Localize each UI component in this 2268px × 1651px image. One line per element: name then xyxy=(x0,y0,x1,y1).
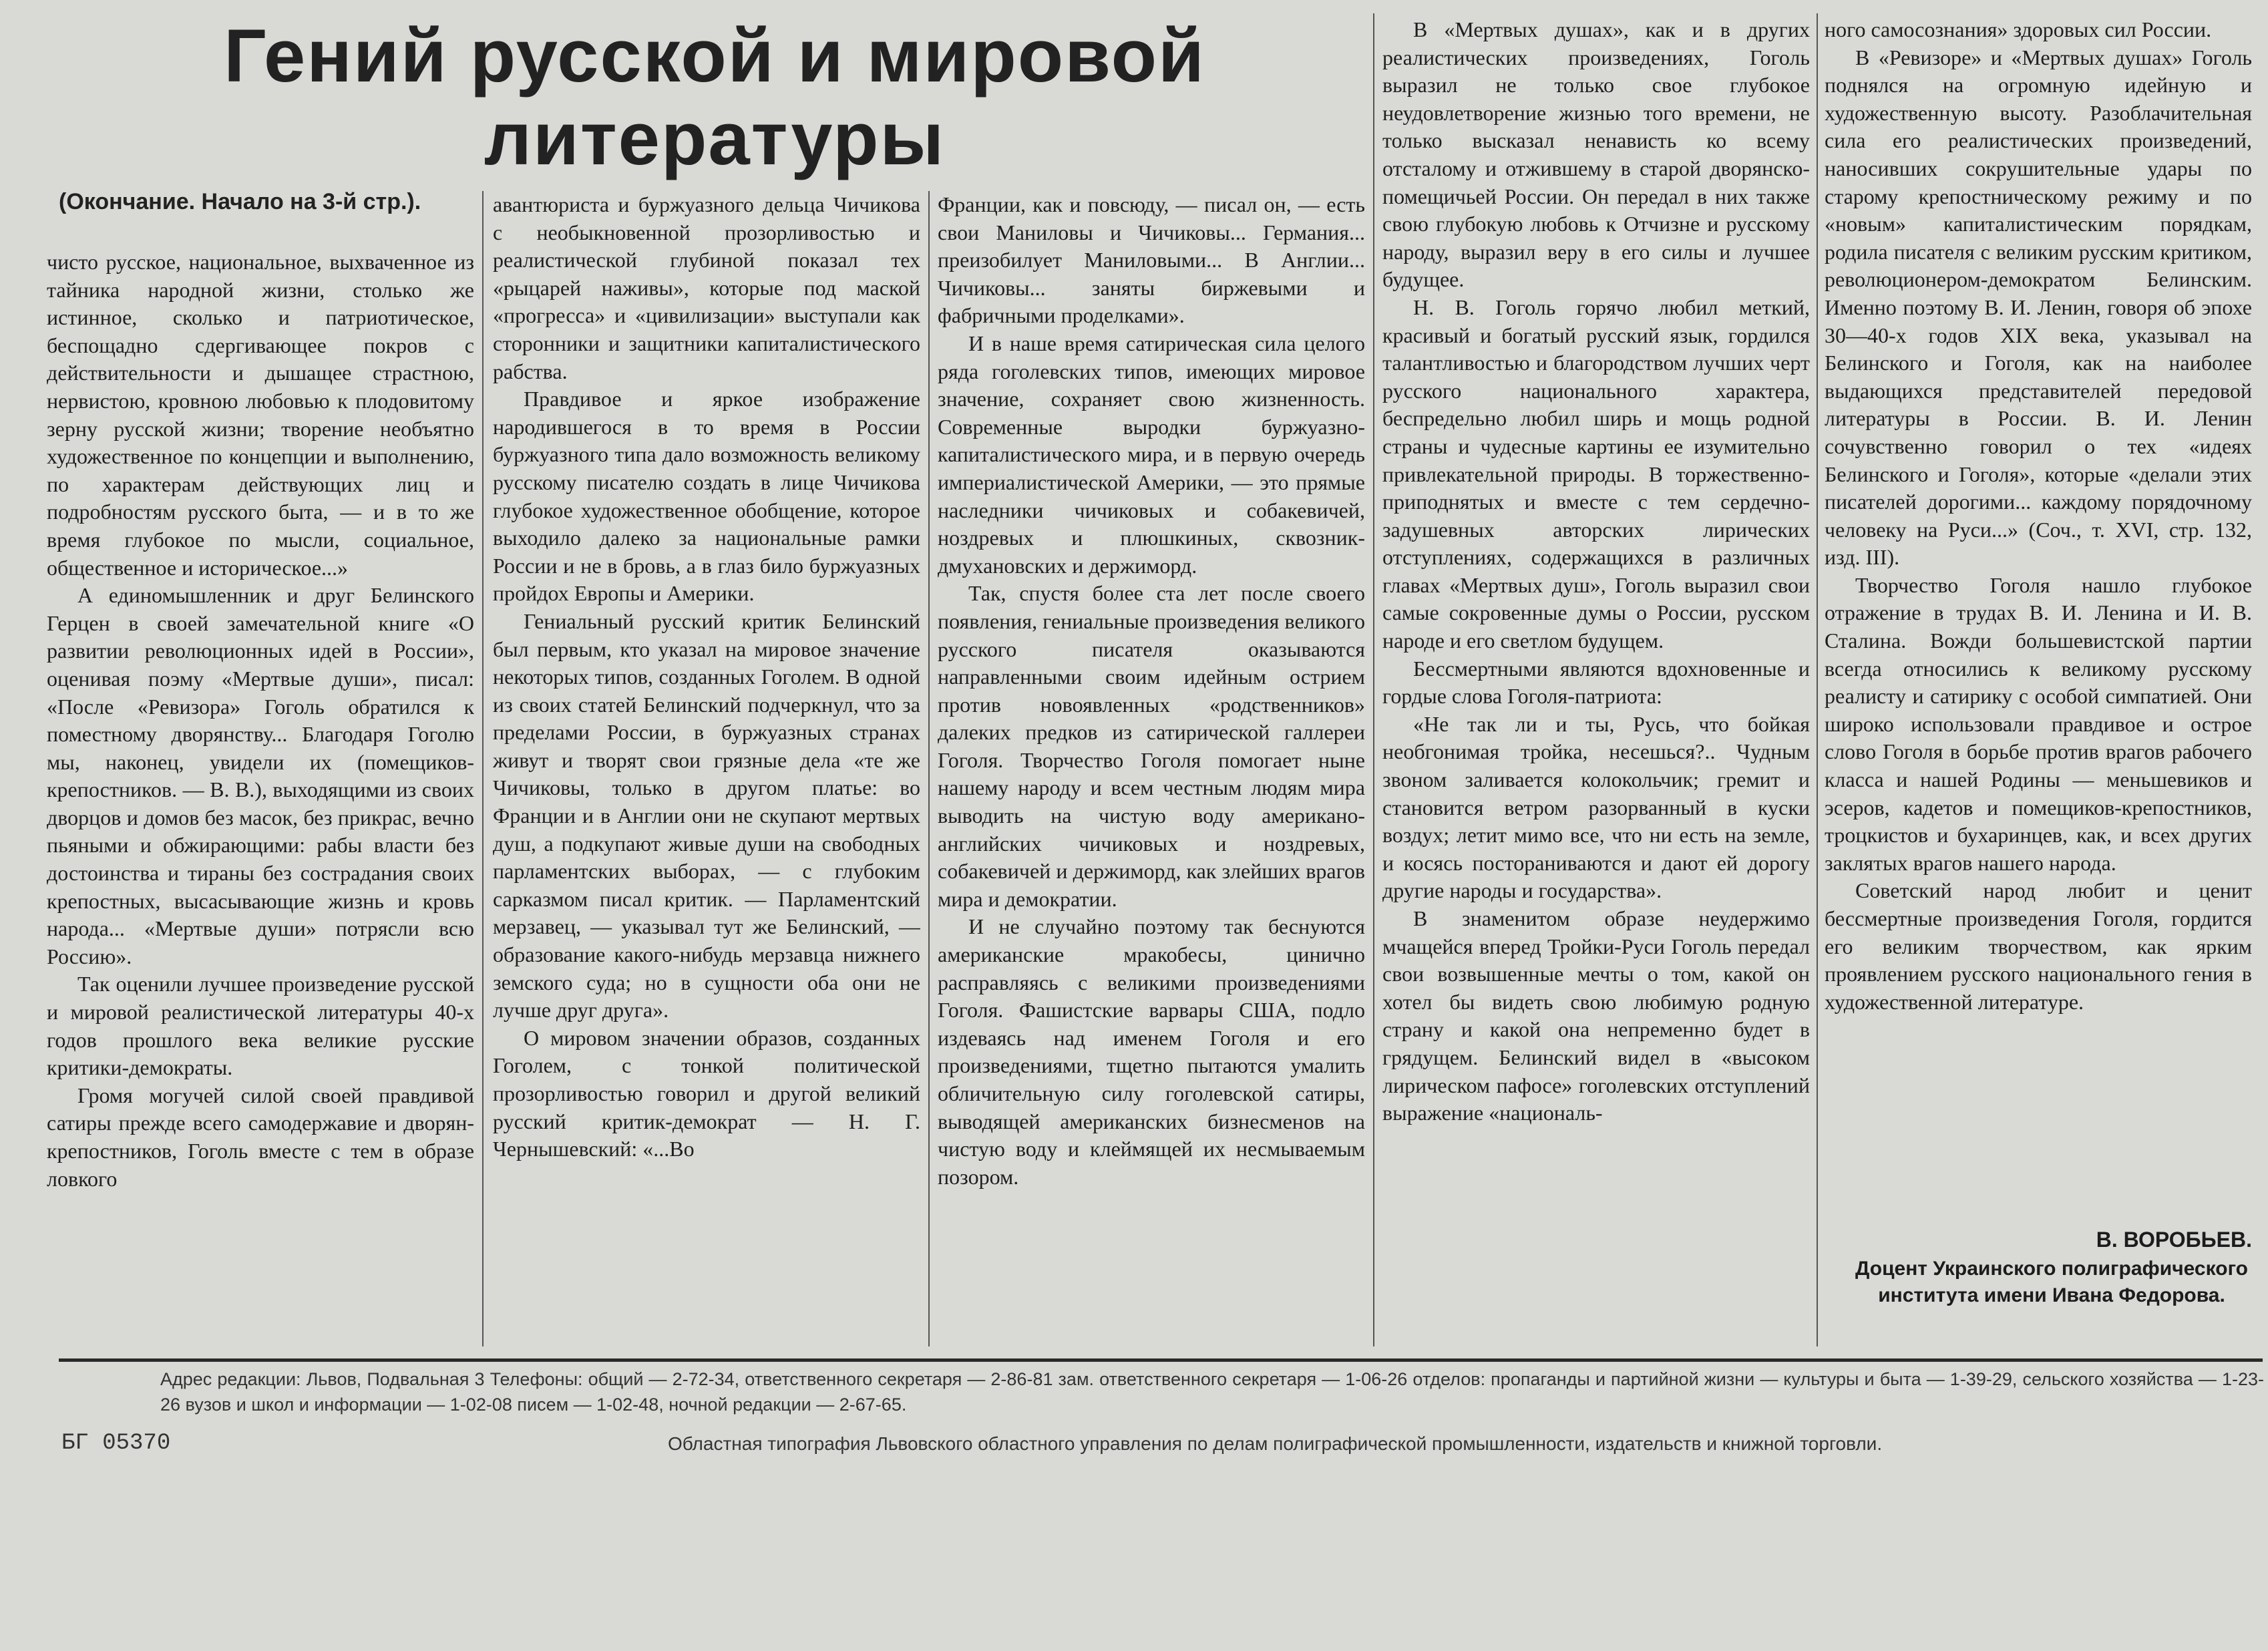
article-column-2 xyxy=(493,191,920,1346)
paragraph: Творчество Гоголя нашло глубокое отражение в трудах В. И. Ленина и И. В. Сталина. Вожди большевистской партии всегда относились к великому русскому реалисту и сатирику с особой симпатией. Они широко использовали правдивое и острое слово Гоголя в борьбе против врагов рабочего класса и нашей Родины — меньшевиков и эсеров, кадетов и помещиков-крепостников, троцкистов и бухаринцев, как, и всех других заклятых врагов нашего народа. xyxy=(1825,572,2252,875)
column-divider xyxy=(928,191,930,1346)
author-name: В. ВОРОБЬЕВ. xyxy=(2096,1228,2252,1252)
headline-line-2: литературы xyxy=(484,97,946,180)
article-column-1 xyxy=(47,248,474,1357)
footer-rule xyxy=(59,1358,2263,1362)
quote-paragraph: «Не так ли и ты, Русь, что бойкая необгонимая тройка, несешься?.. Чудным звоном заливается колокольчик; гремит и становится ветром разорванный в куски воздух; летит мимо все, что ни есть на земле, и косясь постораниваются и дают ей дорогу другие народы и государства». xyxy=(1382,711,1810,903)
paragraph: В «Мертвых душах», как и в других реалистических произведениях, Гоголь выразил не только свое глубокое неудовлетворение жизнью того времени, не только высказал ненависть ко всему отсталому и отжившему в старой дворянско-помещичьей России. Он передал в них также свою глубокую любовь к Отчизне и русскому народу, выразил веру в его силы и лучшее будущее. xyxy=(1382,17,1810,292)
editorial-address: Адрес редакции: Львов, Подвальная 3 Телефоны: общий — 2-72-34, ответственного секретаря — 2-86-81 зам. ответственного секретаря — 1-06-26 отделов: пропаганды и партийной жизни — культуры и быта — 1-39-29, сельского хозяйства — 1-23-26 вузов и школ и информации — 1-02-08 писем — 1-02-48, ночной редакции — 2-67-65. xyxy=(160,1369,2264,1415)
paragraph: Н. В. Гоголь горячо любил меткий, красивый и богатый русский язык, гордился талантливостью и благородством лучших черт русского национального характера, беспредельно любил ширь и мощь родной страны и чудесные картины ее изумительно привлекательной природы. В торжественно-приподнятых и вместе с тем сердечно-задушевных авторских лирических отступлениях, содержащихся в различных главах «Мертвых душ», Гоголь выразил свои самые сокровенные думы о России, русском народе и его светлом будущем. xyxy=(1382,295,1810,653)
paragraph: чисто русское, национальное, выхваченное из тайника народной жизни, столько же истинное, сколько и патриотическое, беспощадно сдергивающее покров с действительности и дышащее страстною, нервистою, кровною любовью к плодовитому зерну русской жизни; творение необъятно художественное по концепции и выполнению, по характерам действующих лиц и подробностям русского быта, — и в то же время глубокое по мысли, социальное, общественное и историческое...» xyxy=(47,250,474,580)
paragraph: А единомышленник и друг Белинского Герцен в своей замечательной книге «О развитии революционных идей в России», оценивая поэму «Мертвые души», писал: «После «Ревизора» Гоголь обратился к поместному дворянству... Благодаря Гоголю мы, наконец, увидели их (помещиков-крепостников. — В. В.), выходящими из своих дворцов и домов без масок, без прикрас, вечно пьяными и обжирающими: рабы власти без достоинства и тираны без сострадания своих крепостных, высасывающие жизнь и кровь народа... «Мертвые души» потрясли всю Россию». xyxy=(47,583,474,968)
paragraph: И не случайно поэтому так беснуются американские мракобесы, цинично расправляясь с великими произведениями Гоголя. Фашистские варвары США, подло издеваясь над именем Гоголя и его произведениями, тщетно пытаются умалить обличительную силу гоголевской сатиры, выводящей американских бизнесменов на чистую воду и клеймящей их несмываемым позором. xyxy=(938,914,1365,1189)
paragraph: Так, спустя более ста лет после своего появления, гениальные произведения великого русского писателя оказываются направленными своим идейным острием против новоявленных «родственников» далеких предков из сатирической галлереи Гоголя. Творчество Гоголя помогает ныне нашему народу и всем честным людям мира выводить на чистую воду американо-английских чичиковых и ноздревых, собакевичей и держиморд, как злейших врагов мира и демократии. xyxy=(938,581,1365,911)
paragraph: Громя могучей силой своей правдивой сатиры прежде всего самодержавие и дворян-крепостников, Гоголь вместе с тем в образе ловкого xyxy=(47,1083,474,1191)
issue-code: БГ 05370 xyxy=(61,1431,171,1456)
paragraph: В «Ревизоре» и «Мертвых душах» Гоголь поднялся на огромную идейную и художественную высоту. Разоблачительная сила его реалистических произведений, наносивших сокрушительные удары по старому крепостническому режиму и по «новым» капиталистическим порядкам, родила писателя с великим русским критиком, революционером-демократом Белинским. Именно поэтому В. И. Ленин, говоря об эпохе 30—40-х годов XIX века, указывал на Белинского и Гоголя, как на наиболее выдающихся представителей передовой литературы в России. В. И. Ленин сочувственно говорил о тех «идеях Белинского и Гоголя», которые «делали этих писателей дорогими... каждому порядочному человеку на Руси...» (Соч., т. XVI, стр. 132, изд. III). xyxy=(1825,45,2252,570)
author-title: Доцент Украинского полиграфического института имени Ивана Федорова. xyxy=(1855,1258,2248,1306)
continuation-note: (Окончание. Начало на 3-й стр.). xyxy=(59,189,421,214)
paragraph: Правдивое и яркое изображение народившегося в то время в России буржуазного типа дало возможность великому русскому писателю создать в лице Чичикова глубокое художественное обобщение, которое выходило далеко за национальные рамки России и не в бровь, а в глаз било буржуазных пройдох Европы и Америки. xyxy=(493,387,920,606)
printer-imprint: Областная типография Львовского областного управления по делам полиграфической промышленности, издательств и книжной торговли. xyxy=(668,1433,1883,1454)
paragraph: И в наше время сатирическая сила целого ряда гоголевских типов, имеющих мировое значение, сохраняет свою жизненность. Современные выродки буржуазно-капиталистического мира, и в первую очередь империалистической Америки, — это прямые наследники чичиковых и собакевичей, ноздревых и плюшкиных, сквозник-дмухановских и держиморд. xyxy=(938,331,1365,578)
column-divider xyxy=(1817,13,1818,1346)
article-column-4 xyxy=(1382,16,1810,1345)
paragraph: Франции, как и повсюду, — писал он, — есть свои Маниловы и Чичиковы... Германия... преизобилует Маниловыми... В Англии... Чичиковы... заняты биржевыми и фабричными проделками». xyxy=(938,192,1365,328)
article-column-3 xyxy=(938,191,1365,1346)
paragraph: Бессмертными являются вдохновенные и гордые слова Гоголя-патриота: xyxy=(1382,656,1810,709)
paragraph: Так оценили лучшее произведение русской и мировой реалистической литературы 40-х годов прошлого века великие русские критики-демократы. xyxy=(47,972,474,1080)
paragraph: Гениальный русский критик Белинский был первым, кто указал на мировое значение некоторых типов, созданных Гоголем. В одной из своих статей Белинский подчеркнул, что за пределами России, в буржуазных странах живут и творят свои грязные дела «те же Чичиковы, только в другом платье: во Франции и в Англии они не скупают мертвых душ, а подкупают живые души на свободных парламентских выборах, — с глубоким сарказмом писал критик. — Парламентский мерзавец, — указывал тут же Белинский, — образование какого-нибудь мерзавца нижнего земского суда; но в сущности оба они не лучше друг друга». xyxy=(493,608,920,1023)
paragraph: В знаменитом образе неудержимо мчащейся вперед Тройки-Руси Гоголь передал свои возвышенные мечты о том, какой он хотел бы видеть свою любимую родную страну и какой она непременно будет в грядущем. Белинский видел в «высоком лирическом пафосе» гоголевских отступлений выражение «националь- xyxy=(1382,906,1810,1125)
column-divider xyxy=(482,191,484,1346)
column-divider xyxy=(1373,13,1374,1346)
paragraph: О мировом значении образов, созданных Гоголем, с тонкой политической прозорливостью говорил и другой великий русский критик-демократ — Н. Г. Чернышевский: «...Во xyxy=(493,1025,920,1161)
article-column-5 xyxy=(1825,16,2252,1098)
paragraph: ного самосознания» здоровых сил России. xyxy=(1825,17,2212,41)
paragraph: авантюриста и буржуазного дельца Чичикова с необыкновенной прозорливостью и реалистической глубиной показал тех «рыцарей наживы», которые под маской «прогресса» и «цивилизации» выступали как сторонники и защитники капиталистического рабства. xyxy=(493,192,920,383)
paragraph: Советский народ любит и ценит бессмертные произведения Гоголя, гордится его великим творчеством, как ярким проявлением русского национального гения в художественной литературе. xyxy=(1825,878,2252,1014)
headline-line-1: Гений русской и мировой xyxy=(224,14,1205,98)
article-headline xyxy=(80,15,1349,180)
